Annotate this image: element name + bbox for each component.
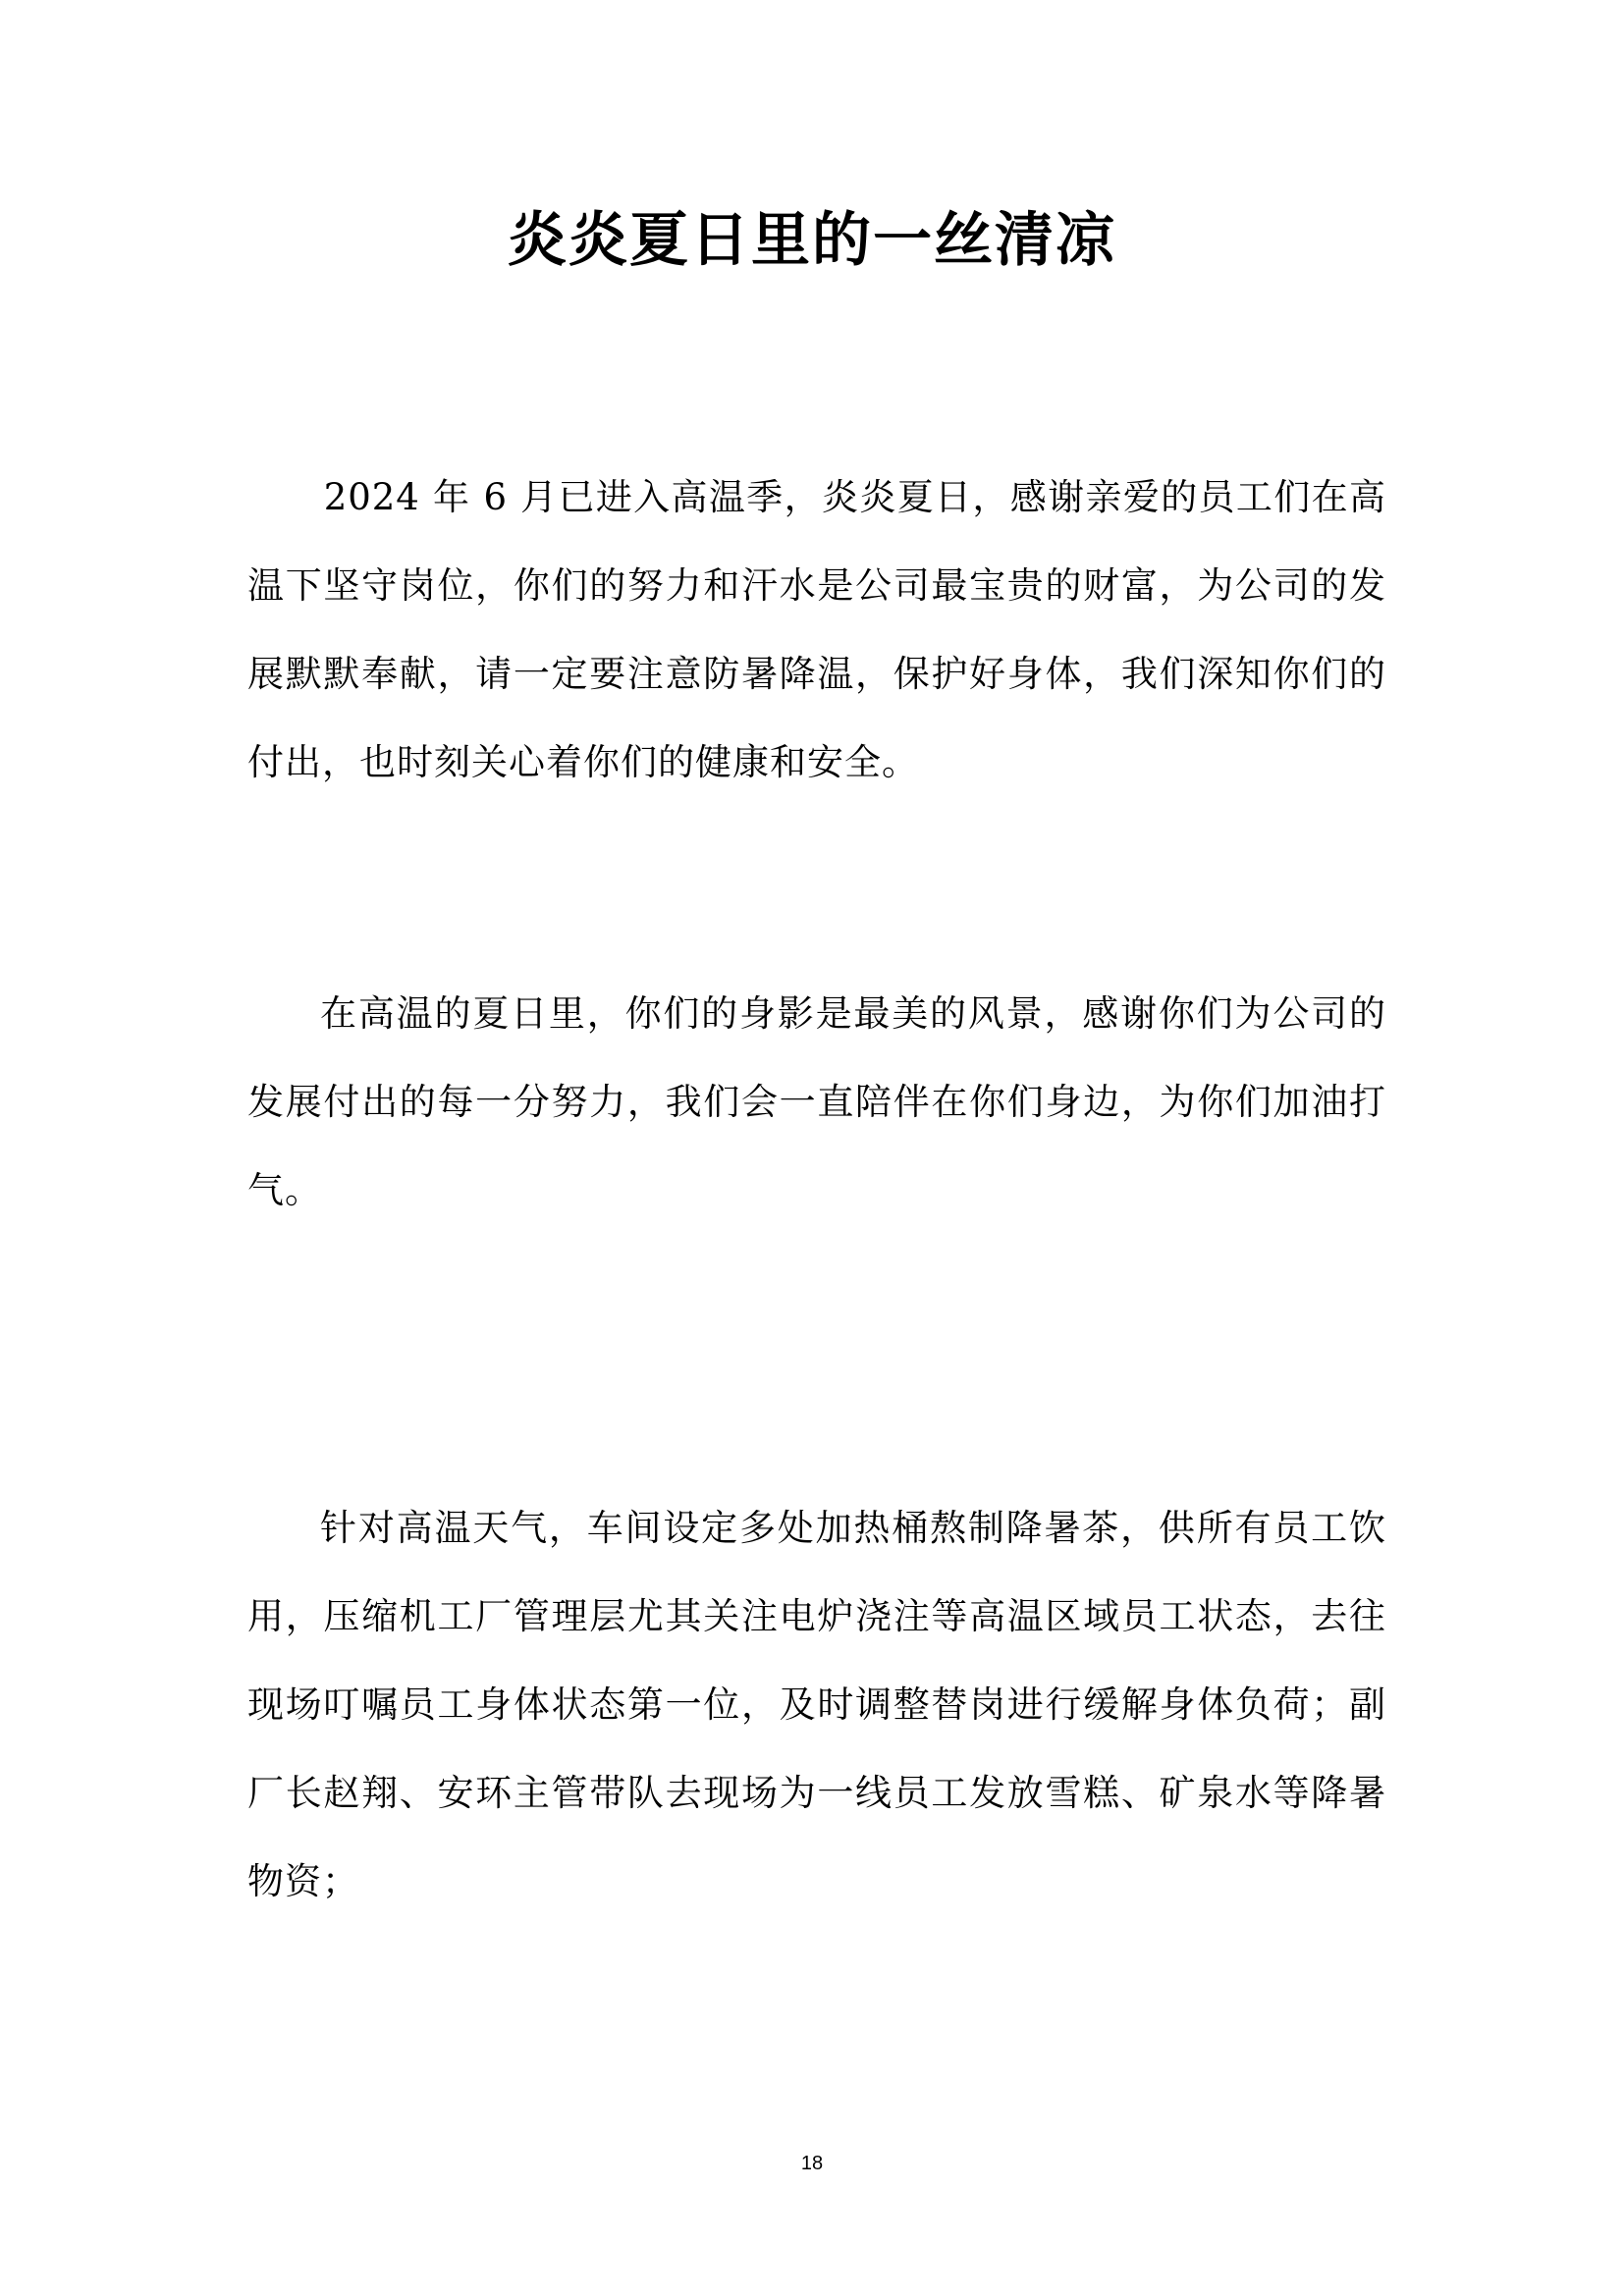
document-title: 炎炎夏日里的一丝清凉 xyxy=(508,206,1116,275)
page-number: 18 xyxy=(800,2153,824,2174)
paragraph-thanks: 在高温的夏日里，你们的身影是最美的风景，感谢你们为公司的发展付出的每一分努力，我们会一直陪伴在你们身边，为你们加油打气。 xyxy=(247,992,1386,1211)
paragraph-heat-season: 2024 年 6 月已进入高温季，炎炎夏日，感谢亲爱的员工们在高温下坚守岗位，你们的努力和汗水是公司最宝贵的财富，为公司的发展默默奉献，请一定要注意防暑降温，保护好身体，我们深知你们的付出，也时刻关心着你们的健康和安全。 xyxy=(247,476,1386,783)
paragraph-cooling-measures: 针对高温天气，车间设定多处加热桶熬制降暑茶，供所有员工饮用，压缩机工厂管理层尤其关注电炉浇注等高温区域员工状态，去往现场叮嘱员工身体状态第一位，及时调整替岗进行缓解身体负荷；副厂长赵翔、安环主管带队去现场为一线员工发放雪糕、矿泉水等降暑物资； xyxy=(247,1507,1386,1902)
